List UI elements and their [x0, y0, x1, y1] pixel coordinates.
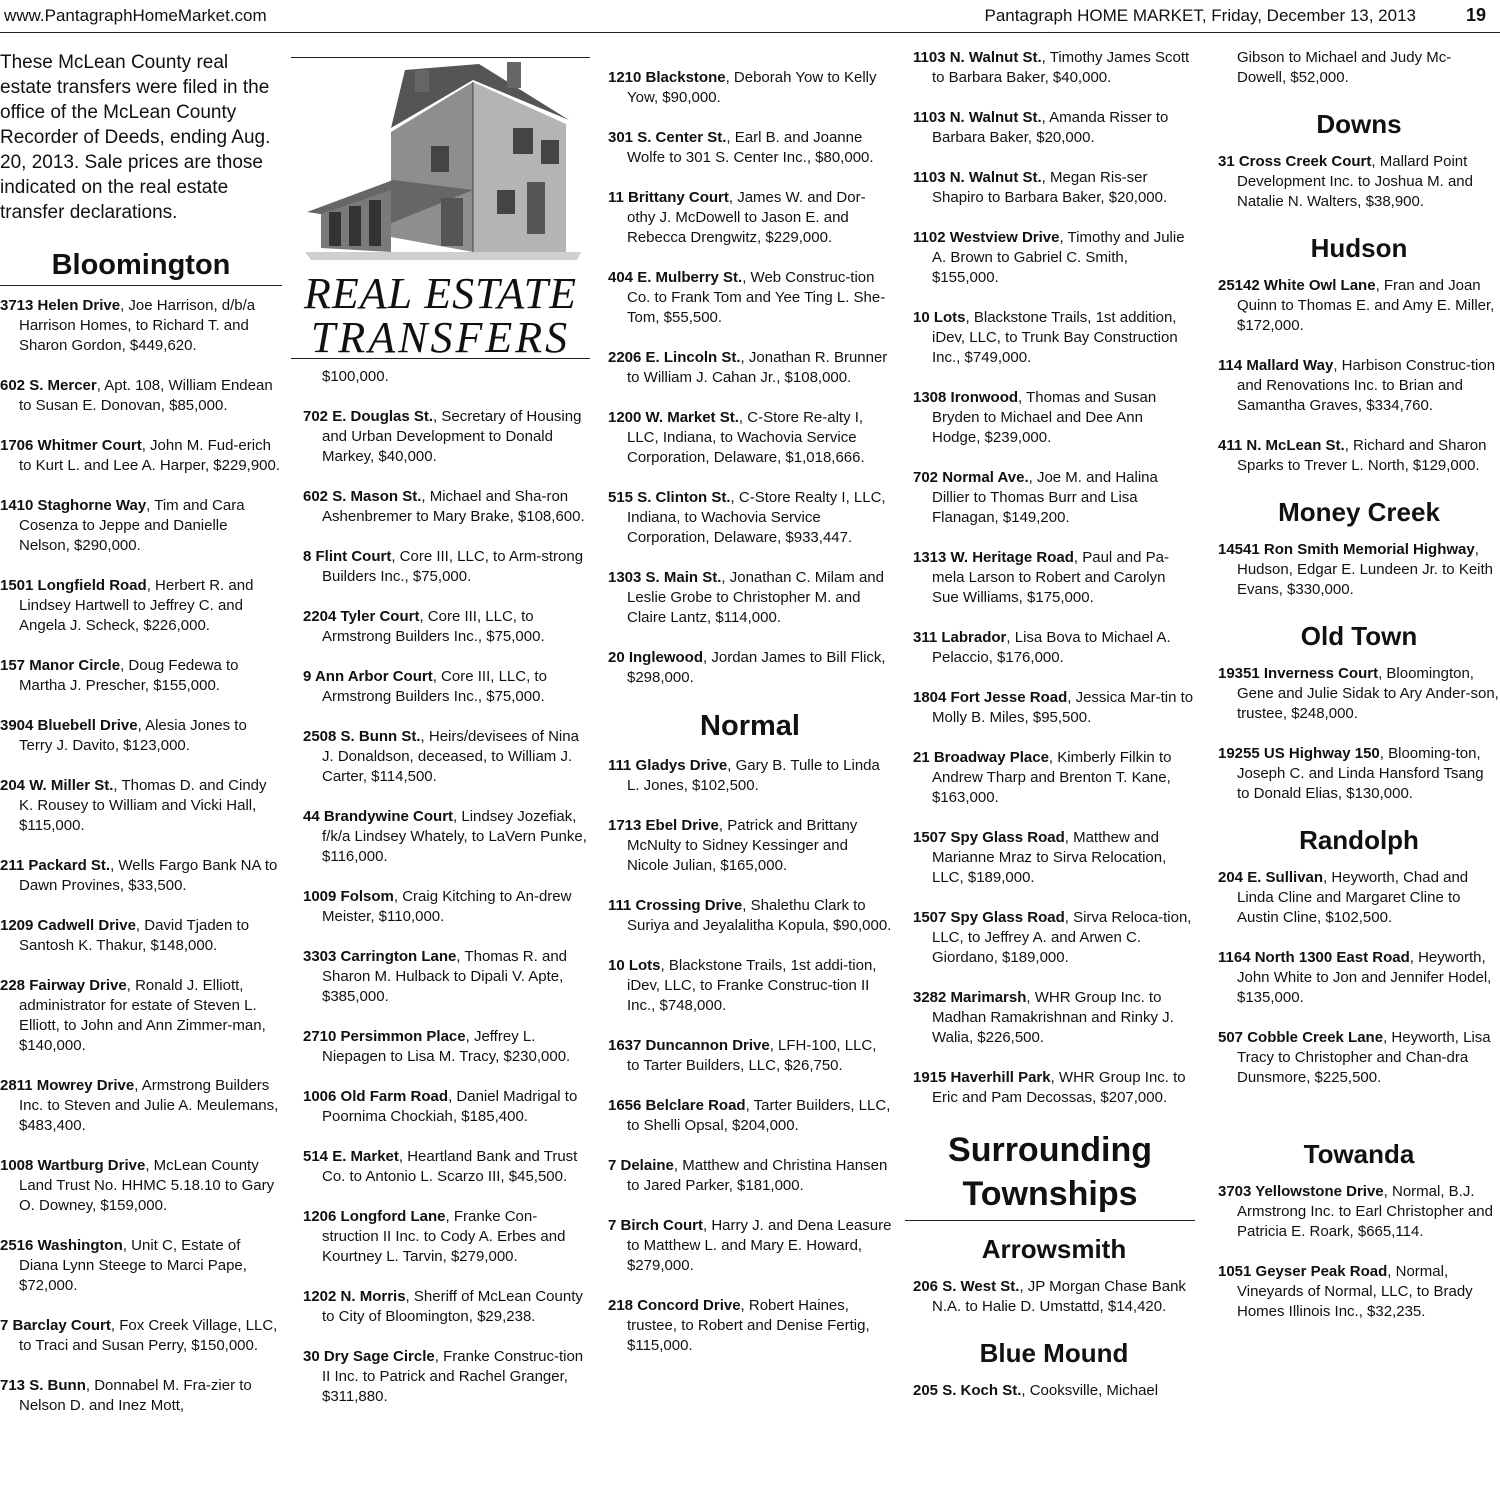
section-normal: Normal [700, 710, 800, 742]
property-address: 411 N. McLean St. [1218, 437, 1345, 454]
property-address: 1209 Cadwell Drive [0, 917, 136, 934]
transfer-details: , Matthew and Marianne Mraz to Sirva Relocation, LLC, $189,000. [932, 829, 1167, 886]
transfer-entry [913, 388, 1195, 448]
transfer-entry [303, 1287, 587, 1327]
property-address: 228 Fairway Drive [0, 977, 127, 994]
transfer-entry [1218, 1028, 1500, 1088]
entry-list-col4 [913, 48, 1195, 1108]
transfer-details: , Jonathan C. Milam and Leslie Grobe to Christopher M. and Claire Lantz, $114,000. [627, 569, 884, 626]
transfer-details: , Thomas D. and Cindy K. Rousey to William and Vicki Hall, $115,000. [19, 777, 267, 834]
entry-list-blue-mound [913, 1381, 1195, 1401]
transfer-details: , Wells Fargo Bank NA to Dawn Provines, $33,500. [19, 857, 278, 894]
transfer-details: , Blackstone Trails, 1st addi-tion, iDev, LLC, to Franke Construc-tion II Inc., $748,000. [627, 957, 877, 1014]
real-estate-transfers-title-box [291, 57, 590, 362]
entry-list-downs [1218, 152, 1500, 212]
property-address: 1507 Spy Glass Road [913, 909, 1065, 926]
transfer-details: , Alesia Jones to Terry J. Davito, $123,000. [19, 717, 247, 754]
transfer-details: , Earl B. and Joanne Wolfe to 301 S. Center Inc., $80,000. [627, 129, 874, 166]
property-address: 8 Flint Court [303, 548, 392, 565]
transfer-entry [608, 1216, 892, 1276]
property-address: 157 Manor Circle [0, 657, 121, 674]
property-address: 10 Lots [608, 957, 661, 974]
property-address: 205 S. Koch St. [913, 1382, 1022, 1399]
property-address: 1507 Spy Glass Road [913, 829, 1065, 846]
property-address: 1637 Duncannon Drive [608, 1037, 770, 1054]
property-address: 20 Inglewood [608, 649, 704, 666]
property-address: 1051 Geyser Peak Road [1218, 1263, 1388, 1280]
property-address: 111 Crossing Drive [608, 897, 743, 914]
property-address: 7 Barclay Court [0, 1317, 111, 1334]
transfer-details: , Patrick and Brittany McNulty to Sidney Kessinger and Nicole Julian, $165,000. [627, 817, 858, 874]
property-address: 1210 Blackstone [608, 69, 726, 86]
transfer-details: , Herbert R. and Lindsey Hartwell to Jeffrey C. and Angela J. Scheck, $226,000. [19, 577, 254, 634]
property-address: 514 E. Market [303, 1148, 399, 1165]
property-address: 1103 N. Walnut St. [913, 49, 1042, 66]
section-old-town: Old Town [1300, 621, 1418, 651]
page-header [0, 0, 1500, 33]
transfer-details: , McLean County Land Trust No. HHMC 5.18.10 to Gary O. Downey, $159,000. [19, 1157, 275, 1214]
entry-list-col2 [303, 407, 587, 1407]
transfer-details: , Harry J. and Dena Leasure to Matthew L. and Mary E. Howard, $279,000. [627, 1217, 892, 1274]
transfer-entry [1218, 948, 1500, 1008]
transfer-details: , Megan Ris-ser Shapiro to Barbara Baker, $20,000. [932, 169, 1168, 206]
transfer-details: , Hudson, Edgar E. Lundeen Jr. to Keith Evans, $330,000. [1237, 541, 1494, 598]
transfer-entry [1218, 276, 1500, 336]
property-address: 3703 Yellowstone Drive [1218, 1183, 1384, 1200]
transfer-entry [608, 488, 892, 548]
property-address: 3713 Helen Drive [0, 297, 121, 314]
column-2 [303, 367, 587, 1427]
transfer-entry [913, 228, 1195, 288]
transfer-details: , Normal, Vineyards of Normal, LLC, to Brady Homes Illinois Inc., $32,235. [1237, 1263, 1473, 1320]
column-5 [1218, 48, 1500, 1342]
property-address: 515 S. Clinton St. [608, 489, 731, 506]
property-address: 602 S. Mason St. [303, 488, 422, 505]
transfer-entry [913, 548, 1195, 608]
property-address: 211 Packard St. [0, 857, 111, 874]
transfer-entry [913, 828, 1195, 888]
transfer-details: , Timothy and Julie A. Brown to Gabriel C. Smith, $155,000. [932, 229, 1185, 286]
transfer-entry [913, 468, 1195, 528]
section-surrounding-townships: Surrounding Townships [905, 1128, 1195, 1221]
property-address: 31 Cross Creek Court [1218, 153, 1372, 170]
property-address: 1008 Wartburg Drive [0, 1157, 146, 1174]
transfer-entry [303, 1347, 587, 1407]
transfer-entry [0, 776, 282, 836]
transfer-details: , Sirva Reloca-tion, LLC, to Jeffrey A. and Arwen C. Giordano, $189,000. [932, 909, 1192, 966]
property-address: 1006 Old Farm Road [303, 1088, 449, 1105]
property-address: 111 Gladys Drive [608, 757, 728, 774]
property-address: 2710 Persimmon Place [303, 1028, 466, 1045]
transfer-entry [303, 1207, 587, 1267]
transfer-details: , Paul and Pa-mela Larson to Robert and Carolyn Sue Williams, $175,000. [932, 549, 1169, 606]
transfer-entry [303, 487, 587, 527]
title-line-2: TRANSFERS [310, 313, 571, 362]
transfer-entry [303, 1087, 587, 1127]
transfer-details: , Core III, LLC, to Armstrong Builders Inc., $75,000. [322, 668, 547, 705]
house-illustration [301, 62, 581, 267]
transfer-entry [303, 947, 587, 1007]
transfer-details: , Cooksville, Michael [1021, 1382, 1159, 1399]
property-address: 25142 White Owl Lane [1218, 277, 1376, 294]
transfer-details: , Gary B. Tulle to Linda L. Jones, $102,500. [627, 757, 880, 794]
transfer-entry [913, 688, 1195, 728]
transfer-entry [913, 168, 1195, 208]
transfer-details: , Ronald J. Elliott, administrator for estate of Steven L. Elliott, to John and Ann Zimmer-man, $140,000. [19, 977, 266, 1054]
transfer-details: , Jeffrey L. Niepagen to Lisa M. Tracy, $230,000. [322, 1028, 571, 1065]
property-address: 1308 Ironwood [913, 389, 1019, 406]
transfer-details: , Shalethu Clark to Suriya and Jeyalalitha Kopula, $90,000. [627, 897, 892, 934]
transfer-entry [608, 188, 892, 248]
transfer-details: , Normal, B.J. Armstrong Inc. to Earl Christopher and Patricia E. Roark, $665,114. [1237, 1183, 1493, 1240]
transfer-entry [0, 916, 282, 956]
property-address: 602 S. Mercer [0, 377, 97, 394]
transfer-details: , Doug Fedewa to Martha J. Prescher, $155,000. [19, 657, 239, 694]
title-line-1: REAL ESTATE [304, 269, 577, 318]
transfer-details: , Blooming-ton, Joseph C. and Linda Hansford Tsang to Donald Elias, $130,000. [1237, 745, 1484, 802]
transfer-details: , WHR Group Inc. to Eric and Pam Decossas, $207,000. [932, 1069, 1186, 1106]
entry-list-money-creek [1218, 540, 1500, 600]
property-address: 1103 N. Walnut St. [913, 109, 1042, 126]
transfer-entry [913, 1381, 1195, 1401]
transfer-entry [1218, 356, 1500, 416]
transfer-details: , Robert Haines, trustee, to Robert and Denise Fertig, $115,000. [627, 1297, 870, 1354]
property-address: 2206 E. Lincoln St. [608, 349, 741, 366]
transfer-entry [608, 896, 892, 936]
section-bloomington: Bloomington [0, 247, 282, 286]
transfer-details: , Franke Construc-tion II Inc. to Patrick and Rachel Granger, $311,880. [322, 1348, 584, 1405]
property-address: 1915 Haverhill Park [913, 1069, 1051, 1086]
transfer-entry [303, 1147, 587, 1187]
transfer-details: , Secretary of Housing and Urban Development to Donald Markey, $40,000. [322, 408, 582, 465]
property-address: 2204 Tyler Court [303, 608, 420, 625]
property-address: 1706 Whitmer Court [0, 437, 142, 454]
entry-list-col3b [608, 756, 892, 1356]
transfer-entry [0, 1156, 282, 1216]
transfer-entry [303, 667, 587, 707]
transfer-entry [913, 908, 1195, 968]
transfer-details: , Lindsey Jozefiak, f/k/a Lindsey Whately, to LaVern Punke, $116,000. [322, 808, 587, 865]
transfer-entry [303, 407, 587, 467]
property-address: 7 Delaine [608, 1157, 674, 1174]
transfer-entry [0, 1376, 282, 1416]
transfer-entry [0, 436, 282, 476]
transfer-entry [913, 308, 1195, 368]
property-address: 3282 Marimarsh [913, 989, 1027, 1006]
transfer-details: , WHR Group Inc. to Madhan Ramakrishnan and Rinky J. Walia, $226,500. [932, 989, 1174, 1046]
transfer-details: , James W. and Dor-othy J. McDowell to Jason E. and Rebecca Drengwitz, $229,000. [627, 189, 866, 246]
transfer-details: , Jonathan R. Brunner to William J. Cahan Jr., $108,000. [627, 349, 888, 386]
transfer-details: , C-Store Realty I, LLC, Indiana, to Wachovia Service Corporation, Delaware, $933,447. [627, 489, 886, 546]
property-address: 9 Ann Arbor Court [303, 668, 433, 685]
transfer-entry [0, 376, 282, 416]
property-address: 3303 Carrington Lane [303, 948, 457, 965]
transfer-details: , Franke Con-struction II Inc. to Cody A. Erbes and Kourtney L. Tarvin, $279,000. [322, 1208, 566, 1265]
property-address: 1102 Westview Drive [913, 229, 1060, 246]
transfer-entry [1218, 1182, 1500, 1242]
entry-list-old-town [1218, 664, 1500, 804]
section-blue-mound: Blue Mound [979, 1338, 1129, 1368]
transfer-entry [0, 1236, 282, 1296]
entry-list-arrowsmith [913, 1277, 1195, 1317]
transfer-details: , Harbison Construc-tion and Renovations Inc. to Brian and Samantha Graves, $334,760. [1237, 357, 1496, 414]
transfer-entry [1218, 540, 1500, 600]
property-address: 1303 S. Main St. [608, 569, 722, 586]
transfer-entry [303, 1027, 587, 1067]
transfer-entry [303, 727, 587, 787]
transfer-entry [608, 128, 892, 168]
transfer-entry [1218, 152, 1500, 212]
transfer-details: , Matthew and Christina Hansen to Jared Parker, $181,000. [627, 1157, 888, 1194]
transfer-entry [0, 296, 282, 356]
continued-text-col5: Gibson to Michael and Judy Mc-Dowell, $52,000. [1237, 49, 1452, 86]
property-address: 204 E. Sullivan [1218, 869, 1324, 886]
transfer-entry [608, 348, 892, 388]
transfer-details: , Core III, LLC, to Arm-strong Builders Inc., $75,000. [322, 548, 584, 585]
transfer-details: , Apt. 108, William Endean to Susan E. Donovan, $85,000. [19, 377, 273, 414]
transfer-entry [608, 1296, 892, 1356]
entry-list-hudson [1218, 276, 1500, 476]
issue-info: Pantagraph HOME MARKET, Friday, December 13, 2013 [984, 6, 1416, 25]
transfer-entry [1218, 1262, 1500, 1322]
transfer-details: , Heirs/devisees of Nina J. Donaldson, deceased, to William J. Carter, $114,500. [322, 728, 579, 785]
transfer-details: , Timothy James Scott to Barbara Baker, $40,000. [932, 49, 1190, 86]
property-address: 301 S. Center St. [608, 129, 727, 146]
transfer-details: , Heartland Bank and Trust Co. to Antonio L. Scarzo III, $45,500. [322, 1148, 578, 1185]
transfer-entry [608, 568, 892, 628]
section-randolph: Randolph [1299, 825, 1419, 855]
entry-list-col1 [0, 296, 282, 1416]
transfer-entry [1218, 436, 1500, 476]
property-address: 19255 US Highway 150 [1218, 745, 1380, 762]
entry-list-randolph [1218, 868, 1500, 1088]
transfer-details: , John M. Fud-erich to Kurt L. and Lee A. Harper, $229,900. [19, 437, 281, 474]
transfer-entry [608, 1036, 892, 1076]
property-address: 702 Normal Ave. [913, 469, 1029, 486]
transfer-details: , Thomas R. and Sharon M. Hulback to Dipali V. Apte, $385,000. [322, 948, 568, 1005]
property-address: 2516 Washington [0, 1237, 123, 1254]
transfer-details: , Heyworth, Chad and Linda Cline and Margaret Cline to Austin Cline, $102,500. [1237, 869, 1469, 926]
property-address: 1410 Staghorne Way [0, 497, 147, 514]
transfer-details: , Craig Kitching to An-drew Meister, $110,000. [322, 888, 572, 925]
transfer-entry [608, 1096, 892, 1136]
section-towanda: Towanda [1303, 1139, 1415, 1169]
transfer-details: , Thomas and Susan Bryden to Michael and Dee Ann Hodge, $239,000. [932, 389, 1157, 446]
transfer-entry [913, 48, 1195, 88]
transfer-entry [0, 1316, 282, 1356]
transfer-entry [0, 1076, 282, 1136]
transfer-details: , Web Construc-tion Co. to Frank Tom and Yee Ting L. She-Tom, $55,500. [627, 269, 886, 326]
property-address: 10 Lots [913, 309, 966, 326]
transfer-details: , Joe M. and Halina Dillier to Thomas Burr and Lisa Flanagan, $149,200. [932, 469, 1158, 526]
property-address: 702 E. Douglas St. [303, 408, 434, 425]
transfer-entry [1218, 744, 1500, 804]
property-address: 311 Labrador [913, 629, 1007, 646]
transfer-details: , Joe Harrison, d/b/a Harrison Homes, to Richard T. and Sharon Gordon, $449,620. [19, 297, 256, 354]
property-address: 19351 Inverness Court [1218, 665, 1379, 682]
transfer-entry [608, 268, 892, 328]
transfer-entry [0, 496, 282, 556]
transfer-entry [0, 976, 282, 1056]
section-arrowsmith: Arrowsmith [981, 1234, 1127, 1264]
transfer-details: , Mallard Point Development Inc. to Joshua M. and Natalie N. Walters, $38,900. [1237, 153, 1473, 210]
property-address: 2508 S. Bunn St. [303, 728, 421, 745]
transfer-entry [303, 887, 587, 927]
property-address: 1501 Longfield Road [0, 577, 147, 594]
transfer-entry [1218, 664, 1500, 724]
section-downs: Downs [1316, 109, 1402, 139]
transfer-entry [913, 628, 1195, 668]
property-address: 11 Brittany Court [608, 189, 729, 206]
property-address: 7 Birch Court [608, 1217, 704, 1234]
transfer-details: , Kimberly Filkin to Andrew Tharp and Brenton T. Kane, $163,000. [932, 749, 1172, 806]
property-address: 1206 Longford Lane [303, 1208, 446, 1225]
property-address: 1164 North 1300 East Road [1218, 949, 1410, 966]
transfer-details: , Core III, LLC, to Armstrong Builders Inc., $75,000. [322, 608, 545, 645]
transfer-details: , LFH-100, LLC, to Tarter Builders, LLC, $26,750. [627, 1037, 877, 1074]
transfer-entry [608, 648, 892, 688]
transfer-details: , Armstrong Builders Inc. to Steven and Julie A. Meulemans, $483,400. [19, 1077, 279, 1134]
property-address: 713 S. Bunn [0, 1377, 86, 1394]
transfer-details: , Jessica Mar-tin to Molly B. Miles, $95,500. [932, 689, 1194, 726]
column-1 [0, 42, 282, 1436]
transfer-details: , Tarter Builders, LLC, to Shelli Opsal, $204,000. [627, 1097, 891, 1134]
property-address: 218 Concord Drive [608, 1297, 741, 1314]
transfer-details: , Fran and Joan Quinn to Thomas E. and Amy E. Miller, $172,000. [1237, 277, 1495, 334]
property-address: 2811 Mowrey Drive [0, 1077, 135, 1094]
transfer-details: , Michael and Sha-ron Ashenbremer to Mary Brake, $108,600. [322, 488, 585, 525]
transfer-details: , David Tjaden to Santosh K. Thakur, $148,000. [19, 917, 250, 954]
transfer-entry [608, 816, 892, 876]
transfer-entry [608, 956, 892, 1016]
section-hudson: Hudson [1310, 233, 1408, 263]
property-address: 3904 Bluebell Drive [0, 717, 138, 734]
transfer-entry [913, 748, 1195, 808]
property-address: 1713 Ebel Drive [608, 817, 719, 834]
transfer-entry [1218, 868, 1500, 928]
transfer-entry [0, 716, 282, 756]
transfer-entry [913, 108, 1195, 148]
transfer-details: , Blackstone Trails, 1st addition, iDev, LLC, to Trunk Bay Construction Inc., $749,000. [932, 309, 1178, 366]
entry-list-towanda [1218, 1182, 1500, 1322]
transfer-details: , Fox Creek Village, LLC, to Traci and Susan Perry, $150,000. [19, 1317, 278, 1354]
property-address: 404 E. Mulberry St. [608, 269, 743, 286]
property-address: 14541 Ron Smith Memorial Highway [1218, 541, 1475, 558]
transfer-details: , Heyworth, Lisa Tracy to Christopher and Chan-dra Dunsmore, $225,500. [1237, 1029, 1491, 1086]
transfer-details: , Sheriff of McLean County to City of Bloomington, $29,238. [322, 1288, 583, 1325]
transfer-entry [303, 807, 587, 867]
site-url[interactable]: www.PantagraphHomeMarket.com [4, 6, 267, 25]
property-address: 1656 Belclare Road [608, 1097, 746, 1114]
property-address: 44 Brandywine Court [303, 808, 454, 825]
property-address: 1313 W. Heritage Road [913, 549, 1074, 566]
property-address: 21 Broadway Place [913, 749, 1049, 766]
transfer-details: , Bloomington, Gene and Julie Sidak to Ary Ander-son, trustee, $248,000. [1237, 665, 1499, 722]
transfer-details: , Amanda Risser to Barbara Baker, $20,000. [932, 109, 1169, 146]
entry-list-col3a [608, 68, 892, 688]
transfer-entry [0, 856, 282, 896]
transfer-entry [303, 607, 587, 647]
transfer-details: , Jordan James to Bill Flick, $298,000. [627, 649, 886, 686]
transfer-details: , Donnabel M. Fra-zier to Nelson D. and Inez Mott, [19, 1377, 252, 1414]
page-number: 19 [1465, 5, 1486, 25]
transfer-details: , C-Store Re-alty I, LLC, Indiana, to Wachovia Service Corporation, Delaware, $1,018,666. [627, 409, 865, 466]
property-address: 1009 Folsom [303, 888, 394, 905]
property-address: 1200 W. Market St. [608, 409, 739, 426]
section-money-creek: Money Creek [1278, 497, 1440, 527]
property-address: 1202 N. Morris [303, 1288, 406, 1305]
transfer-details: , Daniel Madrigal to Poornima Chockiah, $185,400. [322, 1088, 578, 1125]
property-address: 507 Cobble Creek Lane [1218, 1029, 1384, 1046]
transfer-entry [608, 1156, 892, 1196]
transfer-details: , Lisa Bova to Michael A. Pelaccio, $176,000. [932, 629, 1171, 666]
transfer-details: , Heyworth, John White to Jon and Jennifer Hodel, $135,000. [1237, 949, 1492, 1006]
column-3 [608, 68, 892, 1376]
transfer-entry [913, 1068, 1195, 1108]
continued-text: $100,000. [322, 368, 389, 385]
transfer-entry [608, 408, 892, 468]
property-address: 1103 N. Walnut St. [913, 169, 1042, 186]
transfer-details: , Unit C, Estate of Diana Lynn Steege to Marci Pape, $72,000. [19, 1237, 247, 1294]
transfer-details: , Tim and Cara Cosenza to Jeppe and Danielle Nelson, $290,000. [19, 497, 245, 554]
transfer-entry [0, 656, 282, 696]
property-address: 1804 Fort Jesse Road [913, 689, 1068, 706]
transfer-entry [913, 1277, 1195, 1317]
transfer-entry [913, 988, 1195, 1048]
property-address: 114 Mallard Way [1218, 357, 1334, 374]
transfer-entry [0, 576, 282, 636]
property-address: 30 Dry Sage Circle [303, 1348, 435, 1365]
transfer-details: , Richard and Sharon Sparks to Trever L. North, $129,000. [1237, 437, 1487, 474]
transfer-details: , Deborah Yow to Kelly Yow, $90,000. [627, 69, 877, 106]
transfer-entry [608, 756, 892, 796]
property-address: 204 W. Miller St. [0, 777, 114, 794]
property-address: 206 S. West St. [913, 1278, 1020, 1295]
column-4 [913, 48, 1195, 1421]
transfer-entry [608, 68, 892, 108]
transfer-details: , JP Morgan Chase Bank N.A. to Halie D. Umstattd, $14,420. [932, 1278, 1186, 1315]
intro-text: These McLean County real estate transfers were filed in the office of the McLean County Recorder of Deeds, ending Aug. 20, 2013. Sale prices are those indicated on the real estate transfer declarations. [0, 52, 271, 223]
transfer-entry [303, 547, 587, 587]
